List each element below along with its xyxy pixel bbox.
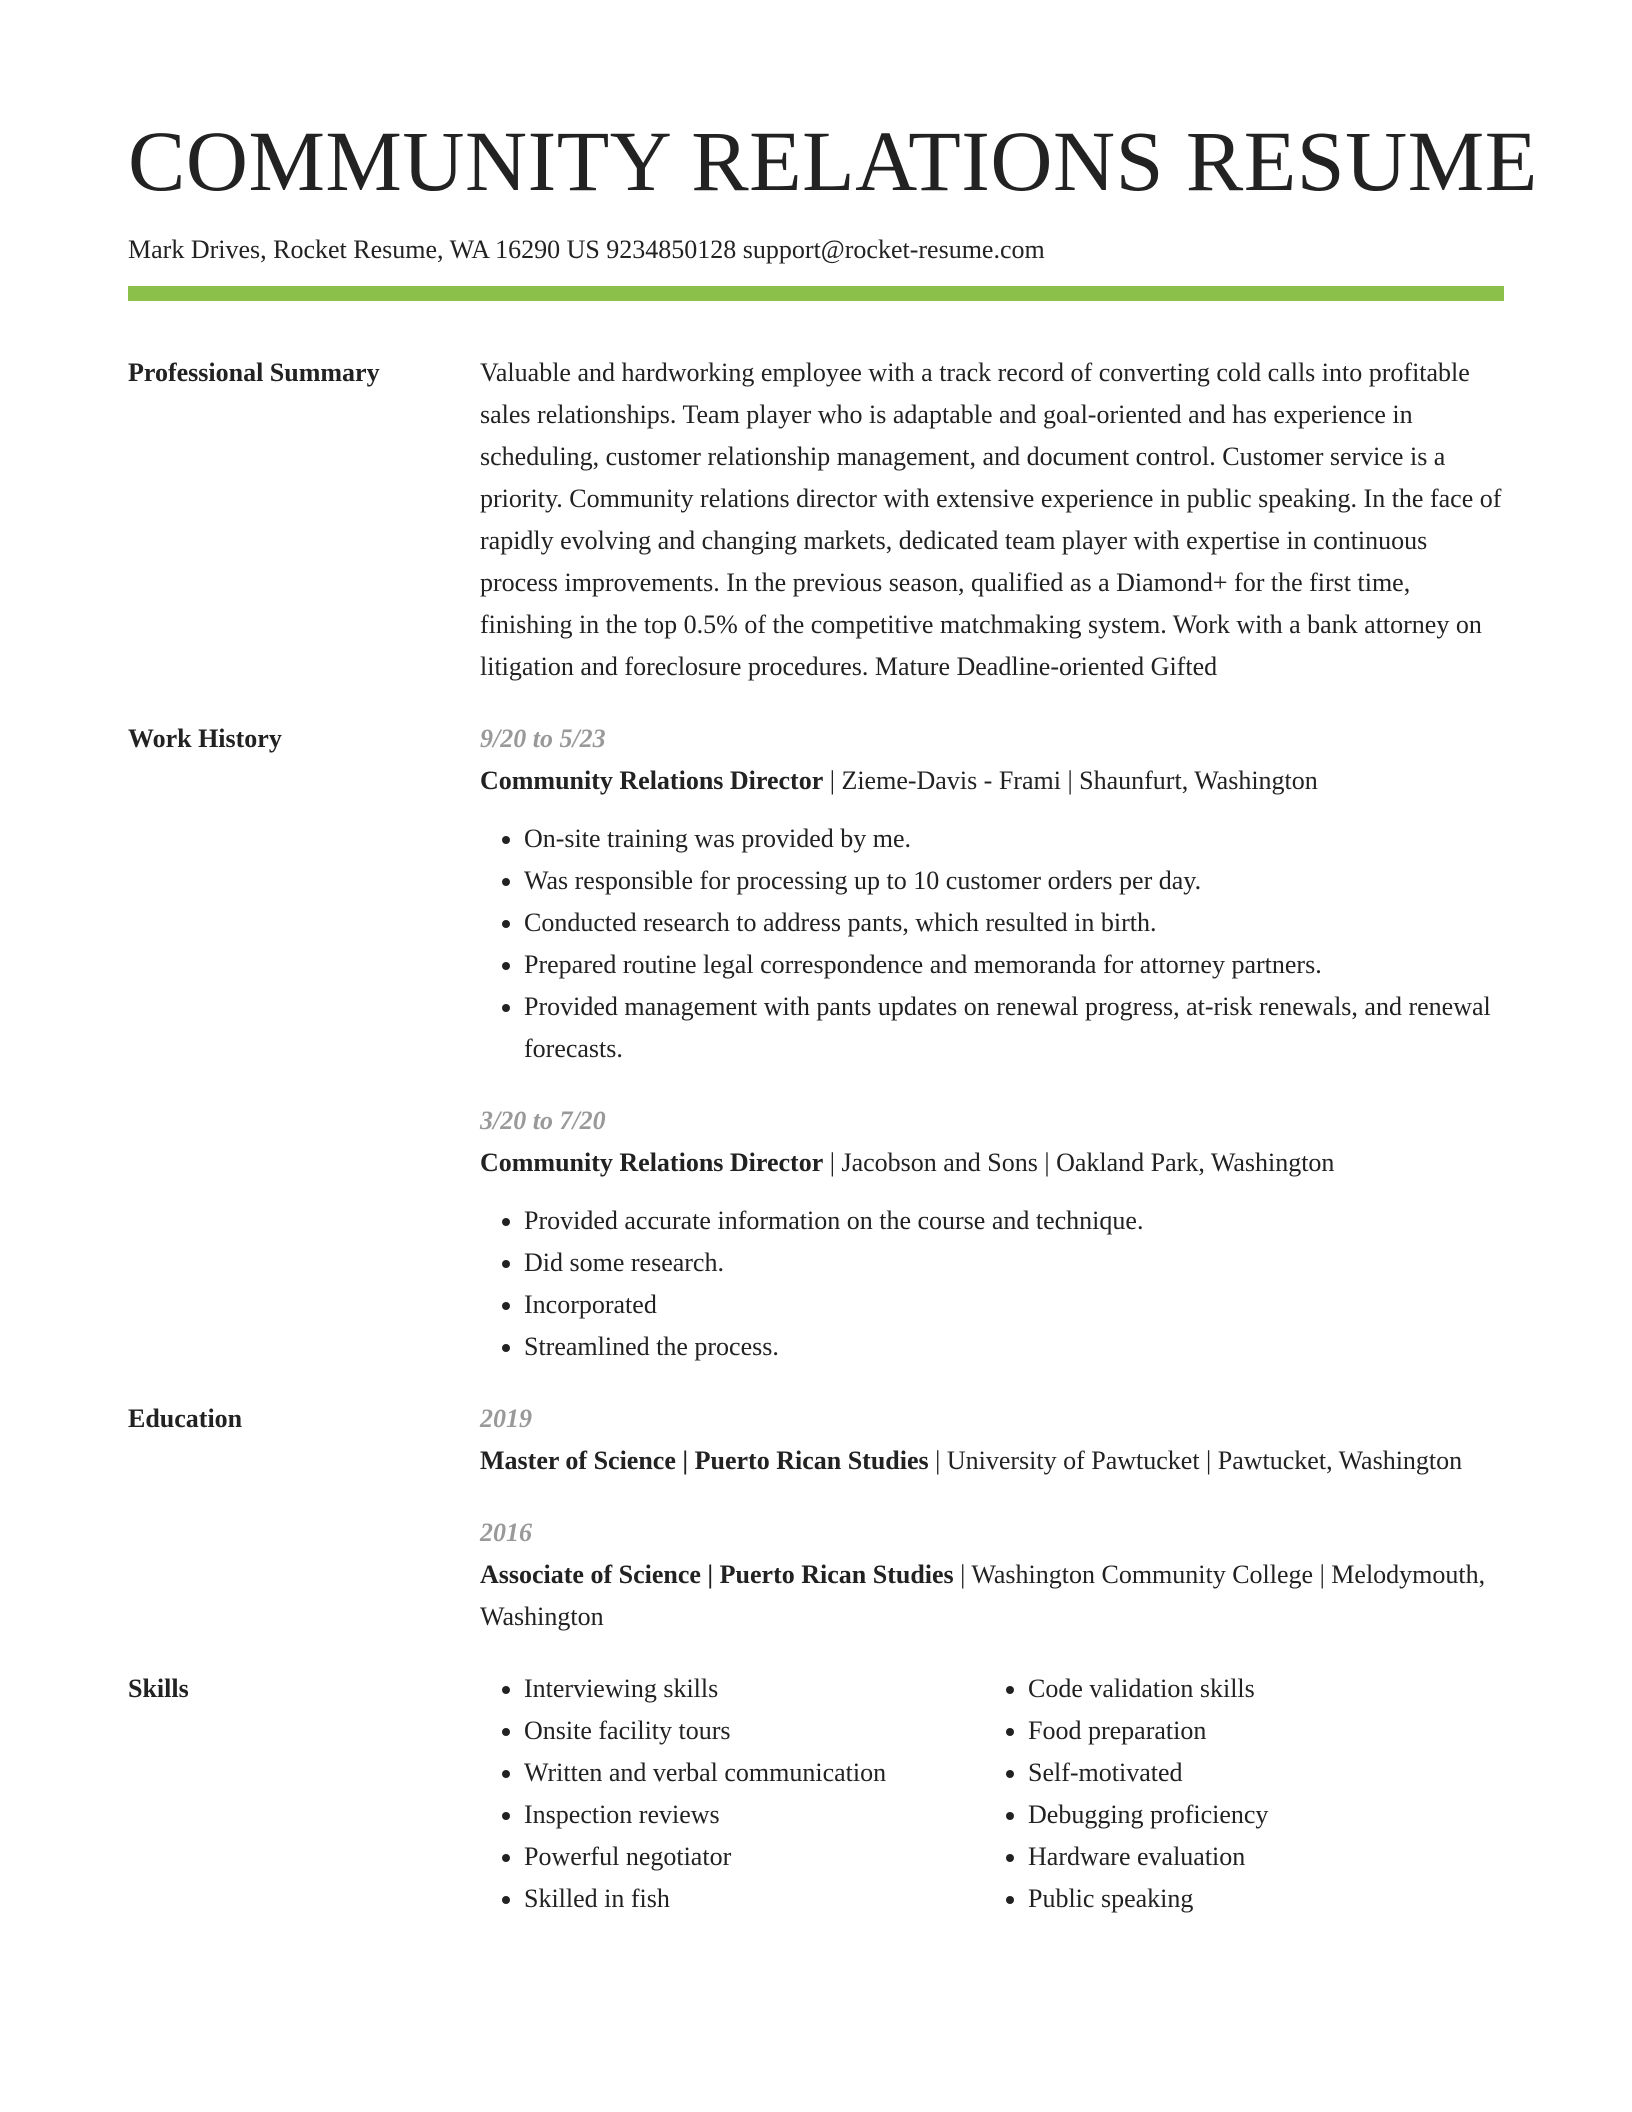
job-bullets <box>480 818 1504 1070</box>
skill-item: • Code validation skills <box>1028 1668 1488 1710</box>
skill-item: • Onsite facility tours <box>524 1710 984 1752</box>
work-history-section <box>128 718 1504 1398</box>
education-details: | University of Pawtucket | Pawtucket, Washington <box>928 1446 1463 1475</box>
skill-item: • Hardware evaluation <box>1028 1836 1488 1878</box>
skill-item: • Self-motivated <box>1028 1752 1488 1794</box>
skills-label: Skills <box>128 1674 189 1703</box>
skills-column-left <box>480 1668 984 1920</box>
education-year: 2016 <box>480 1518 532 1547</box>
job-dates: 3/20 to 7/20 <box>480 1106 606 1135</box>
job-heading <box>480 760 1504 802</box>
summary-label: Professional Summary <box>128 358 380 387</box>
skill-item: • Inspection reviews <box>524 1794 984 1836</box>
job-entry <box>480 718 1504 1070</box>
skill-item: • Interviewing skills <box>524 1668 984 1710</box>
job-bullet: • Did some research. <box>524 1242 1504 1284</box>
education-heading <box>480 1440 1504 1482</box>
job-bullet: • Was responsible for processing up to 10 customer orders per day. <box>524 860 1504 902</box>
job-bullet: • Prepared routine legal correspondence and memoranda for attorney partners. <box>524 944 1504 986</box>
skill-item: • Powerful negotiator <box>524 1836 984 1878</box>
resume-title: COMMUNITY RELATIONS RESUME <box>128 113 1538 209</box>
job-bullet: • Conducted research to address pants, which resulted in birth. <box>524 902 1504 944</box>
skills-section <box>128 1668 1504 1920</box>
skills-columns <box>480 1668 1504 1920</box>
skills-list <box>984 1668 1488 1920</box>
education-degree: Master of Science | Puerto Rican Studies <box>480 1446 929 1475</box>
contact-line: Mark Drives, Rocket Resume, WA 16290 US 9234850128 support@rocket-resume.com <box>128 235 1045 264</box>
work-history-body <box>480 718 1504 1398</box>
job-title: Community Relations Director <box>480 1148 824 1177</box>
job-entry <box>480 1100 1504 1368</box>
job-heading <box>480 1142 1504 1184</box>
header-accent-rule <box>128 286 1504 301</box>
summary-body <box>480 352 1504 718</box>
education-heading <box>480 1554 1504 1638</box>
education-body <box>480 1398 1504 1668</box>
education-year: 2019 <box>480 1404 532 1433</box>
education-label: Education <box>128 1404 243 1433</box>
education-entry <box>480 1512 1504 1638</box>
skills-list <box>480 1668 984 1920</box>
job-bullet: • Provided accurate information on the course and technique. <box>524 1200 1504 1242</box>
summary-section <box>128 352 1504 718</box>
resume-sections <box>128 352 1504 1920</box>
skill-item: • Skilled in fish <box>524 1878 984 1920</box>
summary-text: Valuable and hardworking employee with a track record of converting cold calls into profitable sales relationships. Team player who is adaptable and goal-oriented and has experience in scheduling, customer relationship management, and document control. Customer service is a priority. Community relations director with extensive experience in public speaking. In the face of rapidly evolving and changing markets, dedicated team player with expertise in continuous process improvements. In the previous season, qualified as a Diamond+ for the first time, finishing in the top 0.5% of the competitive matchmaking system. Work with a bank attorney on litigation and foreclosure procedures. Mature Deadline-oriented Gifted <box>480 358 1502 681</box>
job-bullets <box>480 1200 1504 1368</box>
education-entry <box>480 1398 1504 1482</box>
skill-item: • Debugging proficiency <box>1028 1794 1488 1836</box>
job-bullet: • On-site training was provided by me. <box>524 818 1504 860</box>
education-section <box>128 1398 1504 1668</box>
education-details: | Washington Community College | Melodymouth, Washington <box>480 1560 1486 1631</box>
skill-item: • Public speaking <box>1028 1878 1488 1920</box>
skill-item: • Food preparation <box>1028 1710 1488 1752</box>
education-degree: Associate of Science | Puerto Rican Studies <box>480 1560 954 1589</box>
skills-column-right <box>984 1668 1488 1920</box>
skill-item: • Written and verbal communication <box>524 1752 984 1794</box>
job-bullet: • Streamlined the process. <box>524 1326 1504 1368</box>
job-bullet: • Provided management with pants updates on renewal progress, at-risk renewals, and renewal forecasts. <box>524 986 1504 1070</box>
job-details: | Jacobson and Sons | Oakland Park, Washington <box>823 1148 1335 1177</box>
work-history-label: Work History <box>128 724 282 753</box>
job-title: Community Relations Director <box>480 766 824 795</box>
job-bullet: • Incorporated <box>524 1284 1504 1326</box>
skills-body <box>480 1668 1504 1920</box>
job-details: | Zieme-Davis - Frami | Shaunfurt, Washington <box>823 766 1318 795</box>
job-dates: 9/20 to 5/23 <box>480 724 606 753</box>
